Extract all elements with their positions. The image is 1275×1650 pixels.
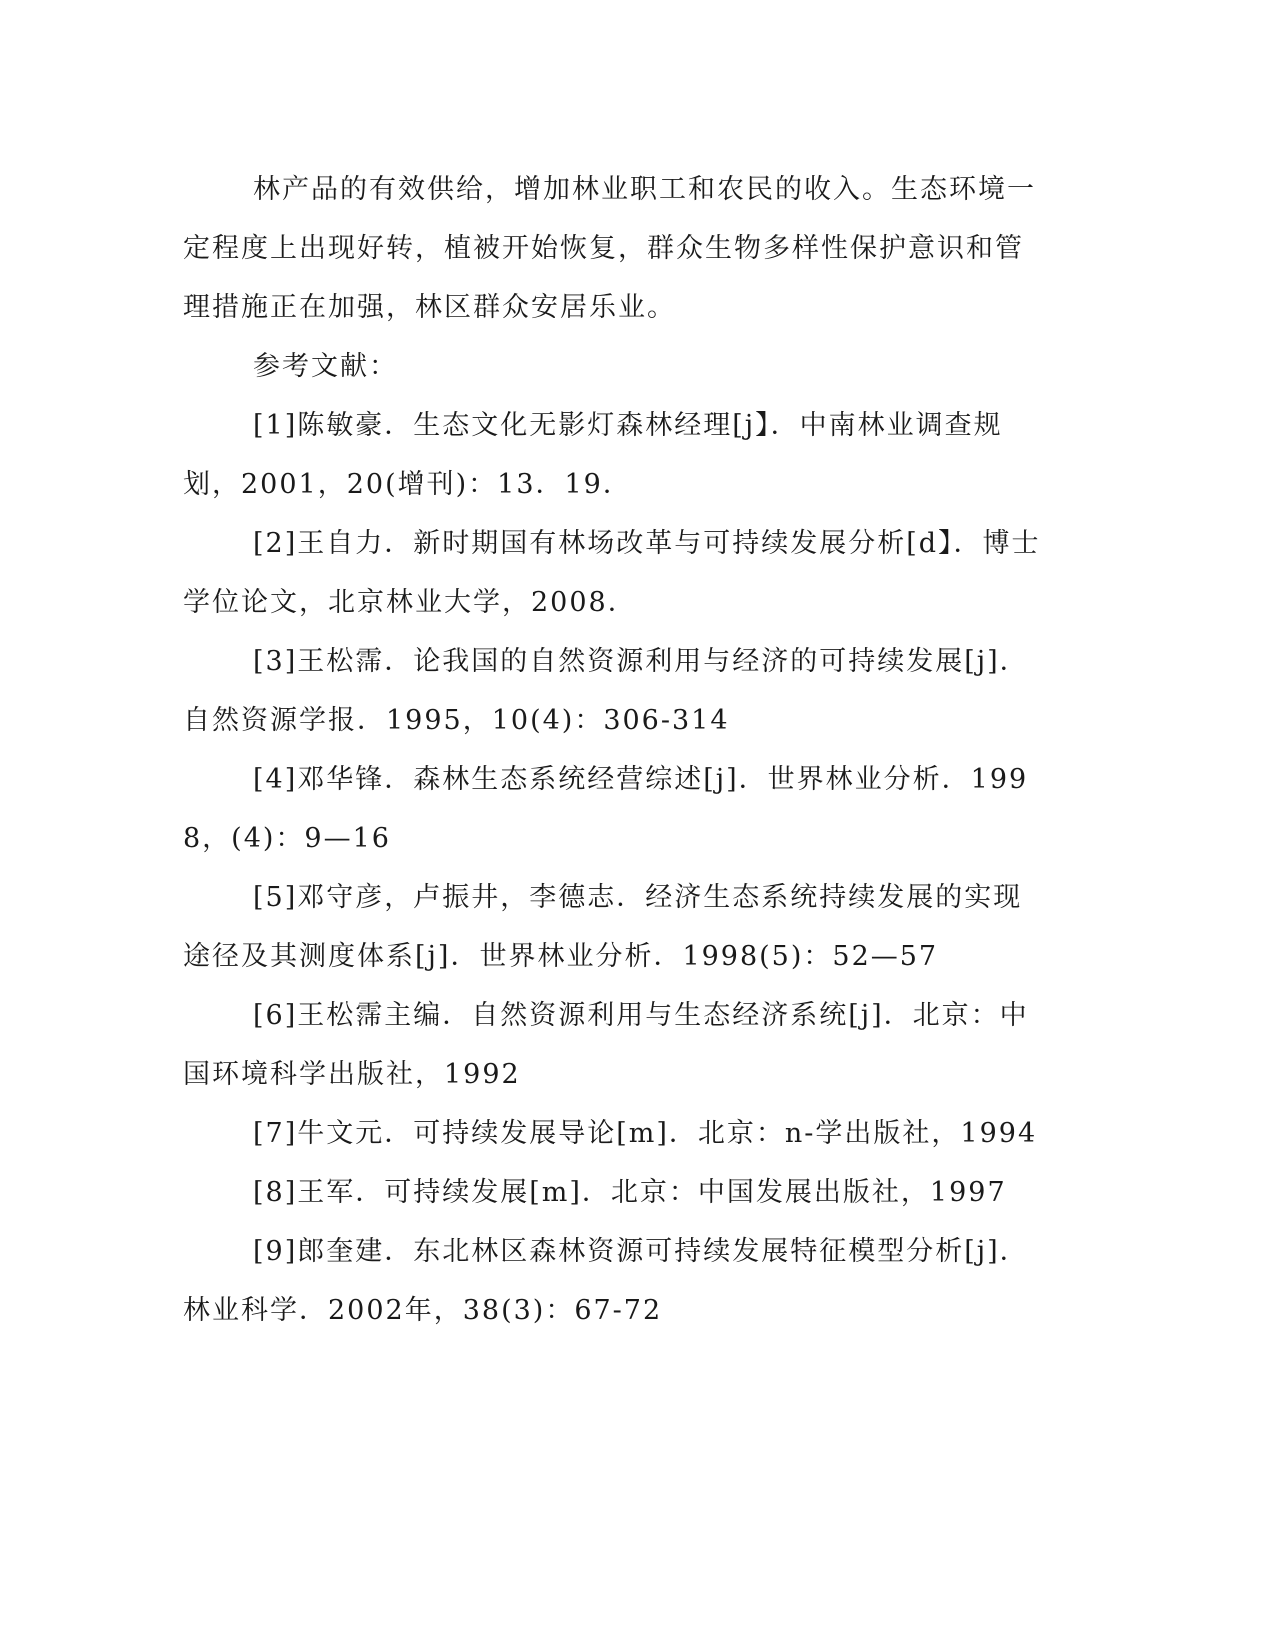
reference-item-9: [9]郎奎建．东北林区森林资源可持续发展特征模型分析[j]．林业科学．2002年，38(3)：67-72: [183, 1236, 1029, 1326]
reference-item-8: [8]王军．可持续发展[m]．北京：中国发展出版社，1997: [253, 1177, 1007, 1208]
intro-paragraph: 林产品的有效供给，增加林业职工和农民的收入。生态环境一定程度上出现好转，植被开始恢复，群众生物多样性保护意识和管理措施正在加强，林区群众安居乐业。: [183, 174, 1036, 323]
reference-item-3: [3]王松霈．论我国的自然资源利用与经济的可持续发展[j]．自然资源学报．1995，10(4)：306-314: [183, 646, 1029, 736]
reference-item-4: [4]邓华锋．森林生态系统经营综述[j]．世界林业分析．1998，(4)：9—16: [183, 764, 1029, 854]
reference-item-6: [6]王松霈主编．自然资源利用与生态经济系统[j]．北京：中国环境科学出版社，1992: [183, 1000, 1029, 1090]
reference-item-7: [7]牛文元．可持续发展导论[m]．北京：n-学出版社，1994: [253, 1118, 1038, 1149]
reference-item-2: [2]王自力．新时期国有林场改革与可持续发展分析[d】．博士学位论文，北京林业大学，2008．: [183, 528, 1041, 618]
reference-item-1: [1]陈敏豪．生态文化无影灯森林经理[j】．中南林业调查规划，2001，20(增刊)：13．19．: [183, 410, 1003, 500]
references-heading: 参考文献：: [253, 351, 398, 382]
document-body: [183, 160, 1043, 1340]
reference-item-5: [5]邓守彦，卢振井，李德志．经济生态系统持续发展的实现途径及其测度体系[j]．世界林业分析．1998(5)：52—57: [183, 882, 1023, 972]
